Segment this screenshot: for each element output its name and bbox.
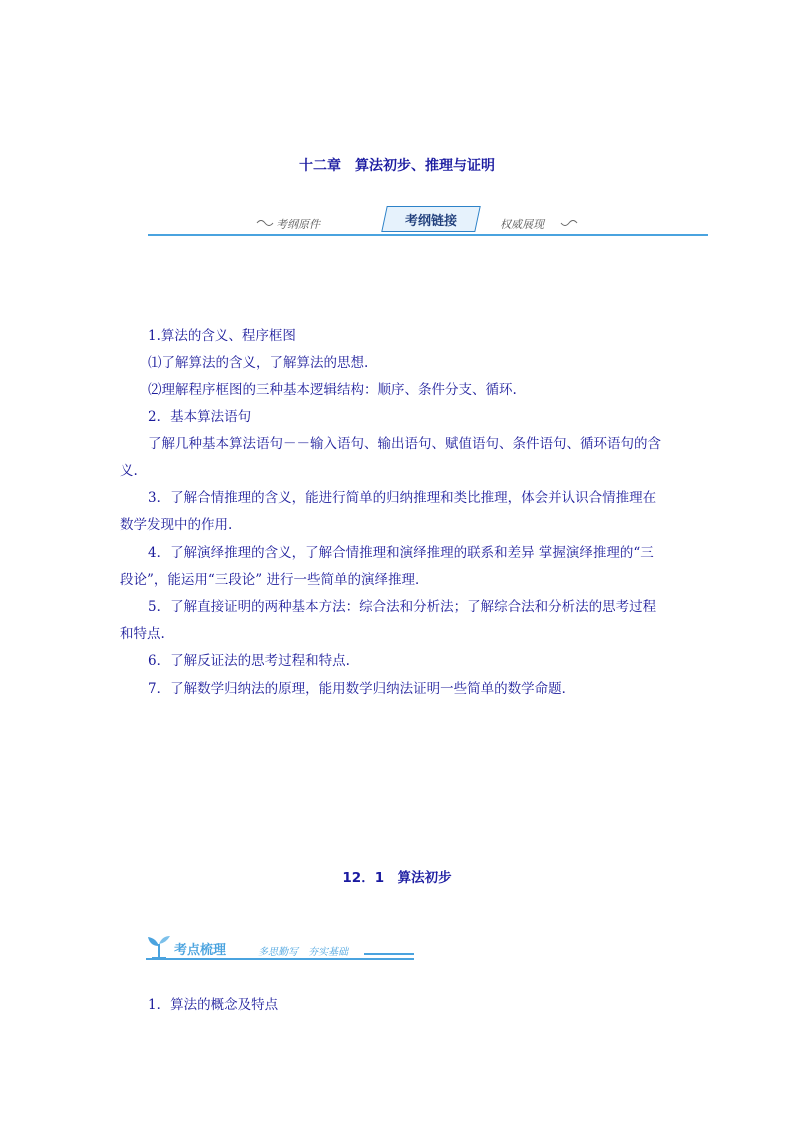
content-line: 义. bbox=[120, 463, 138, 479]
banner-badge-text: 考纲链接 bbox=[404, 214, 457, 229]
content-line: 7．了解数学归纳法的原理，能用数学归纳法证明一些简单的数学命题． bbox=[148, 681, 576, 697]
section-title: 12．1 算法初步 bbox=[342, 870, 452, 886]
first-item: 1．算法的概念及特点 bbox=[148, 997, 279, 1013]
right-scroll-icon bbox=[560, 218, 578, 228]
kaodian-banner bbox=[146, 934, 416, 964]
content-line: 3．了解合情推理的含义，能进行简单的归纳推理和类比推理，体会并认识合情推理在 bbox=[148, 490, 657, 506]
content-line: 数学发现中的作用. bbox=[120, 517, 233, 533]
kaodian-underline bbox=[146, 958, 414, 960]
banner-underline bbox=[148, 234, 708, 236]
content-line: 2．基本算法语句 bbox=[148, 409, 252, 425]
left-scroll-icon bbox=[256, 218, 274, 228]
sprout-icon bbox=[146, 934, 172, 960]
banner-left-text: 考纲原件 bbox=[276, 218, 320, 231]
syllabus-banner bbox=[148, 204, 708, 238]
content-line: 了解几种基本算法语句－－输入语句、输出语句、赋值语句、条件语句、循环语句的含 bbox=[148, 436, 661, 452]
chapter-title: 十二章 算法初步、推理与证明 bbox=[299, 158, 495, 174]
content-line: 1.算法的含义、程序框图 bbox=[148, 328, 296, 344]
kaodian-subtitle: 多思勤写 夯实基础 bbox=[258, 947, 348, 958]
content-line: ⑵理解程序框图的三种基本逻辑结构：顺序、条件分支、循环. bbox=[148, 382, 517, 398]
content-line: 5．了解直接证明的两种基本方法：综合法和分析法；了解综合法和分析法的思考过程 bbox=[148, 599, 657, 615]
content-line: 段论”，能运用“三段论” 进行一些简单的演绎推理． bbox=[120, 572, 429, 588]
content-line: 和特点. bbox=[120, 626, 165, 642]
banner-right-text: 权威展现 bbox=[500, 218, 544, 231]
content-line: 6．了解反证法的思考过程和特点. bbox=[148, 653, 350, 669]
kaodian-underline-upper bbox=[364, 953, 414, 955]
kaodian-label: 考点梳理 bbox=[174, 943, 227, 958]
content-line: 4．了解演绎推理的含义，了解合情推理和演绎推理的联系和差异 掌握演绎推理的“三 bbox=[148, 545, 654, 561]
content-line: ⑴了解算法的含义，了解算法的思想. bbox=[148, 355, 369, 371]
